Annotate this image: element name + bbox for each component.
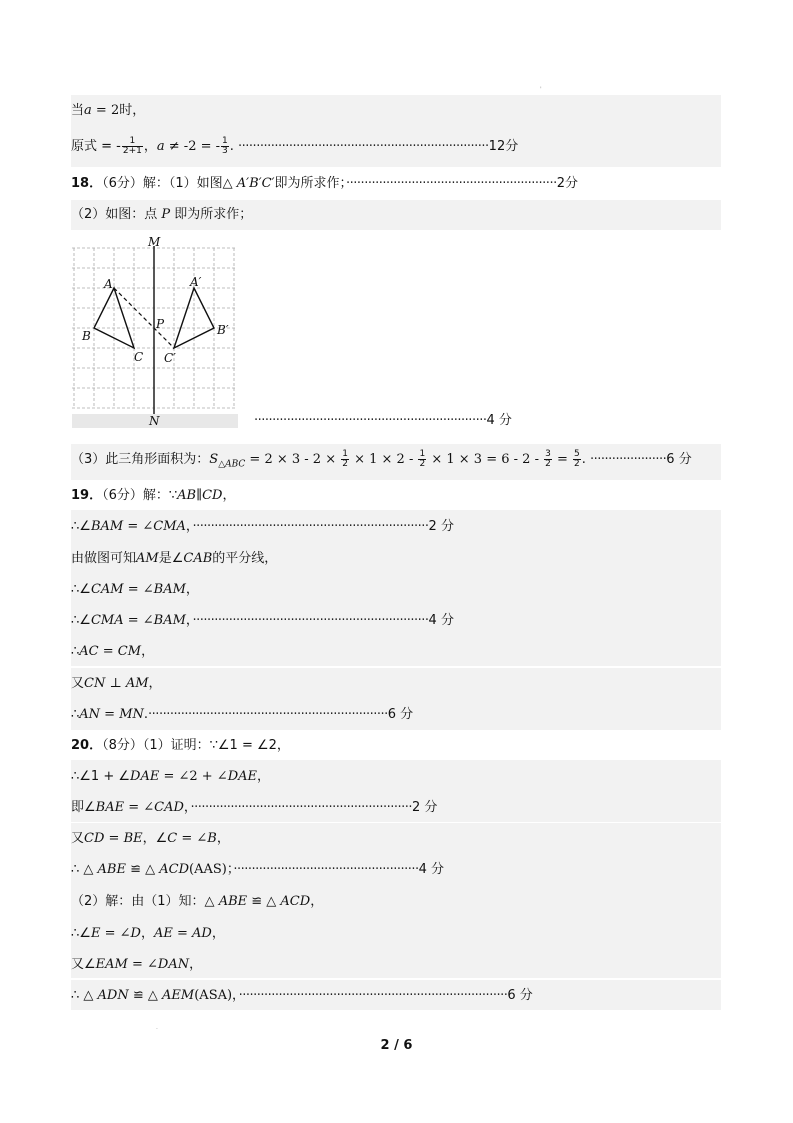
label-C: C	[134, 350, 144, 364]
q18-line-1: 18．（6分）解：（1）如图△ A′B′C′即为所求作；··························································2分	[71, 176, 578, 191]
q19-line-7: 又CN ⊥ AM，	[71, 676, 162, 691]
q20-line-1: 20．（8分）（1）证明：∵∠1 = ∠2，	[71, 738, 290, 753]
q19-line-3: 由做图可知AM是∠CAB的平分线，	[71, 551, 278, 566]
q19-line-5: ∴∠CMA = ∠BAM，·································································4 分	[71, 613, 454, 628]
label-N: N	[149, 414, 160, 428]
q19-line-4: ∴∠CAM = ∠BAM，	[71, 582, 199, 597]
q19-line-8: ∴AN = MN.··································································6 分	[71, 707, 414, 722]
q20-line-9: ∴ △ ADN ≌ △ AEM(ASA)，··········································································6 分	[71, 988, 533, 1003]
q18-line-2: （2）如图：点 P 即为所求作；	[71, 207, 253, 222]
speck-2: .	[156, 1024, 158, 1031]
q20-line-6: （2）解：由（1）知：△ ABE ≌ △ ACD，	[71, 894, 324, 909]
q20-line-3: 即∠BAE = ∠CAD，·····························································2 分	[71, 800, 438, 815]
q18-score-4: ································································4 分	[254, 413, 512, 428]
q20-line-2: ∴∠1 + ∠DAE = ∠2 + ∠DAE，	[71, 769, 271, 784]
q19-line-6: ∴AC = CM，	[71, 644, 155, 659]
q19-line-2: ∴∠BAM = ∠CMA，·································································2 分	[71, 519, 454, 534]
q19-line-1: 19．（6分）解：∵AB∥CD，	[71, 488, 236, 503]
grid-figure	[72, 236, 238, 428]
q18-line-3: （3）此三角形面积为：$S_{\triangle ABC} = 2 \times 3 - 2$ × $\frac{1}{2}$ × 1 × 2 - $\frac{1}{2}$ × 1 × 3 = 6 - 2 - $\frac{3}{2}$ = $\frac{5}{2}$ . ·····················6 分	[71, 449, 692, 470]
label-B: B	[82, 329, 91, 343]
label-M: M	[148, 236, 161, 249]
q20-line-4: 又CD = BE，∠C = ∠B，	[71, 831, 230, 846]
label-P: P	[156, 317, 165, 331]
line-when-a: 当a = 2时，	[71, 103, 146, 118]
speck: '	[540, 86, 542, 93]
q20-line-8: 又∠EAM = ∠DAN，	[71, 957, 203, 972]
q20-line-7: ∴∠E = ∠D，AE = AD，	[71, 926, 225, 941]
label-C1: C′	[164, 351, 176, 365]
label-B1: B′	[217, 323, 229, 337]
label-A1: A′	[190, 275, 202, 289]
page-number: 2 / 6	[380, 1038, 413, 1053]
label-A: A	[104, 277, 113, 291]
line-expression-value: 原式 = - $\frac{1}{2+1}$ ，a ≠ -2 = - $\frac{1}{3}$ . ·····································································12分	[71, 136, 519, 156]
q20-line-5: ∴ △ ABE ≌ △ ACD(AAS)；···················································4 分	[71, 862, 445, 877]
